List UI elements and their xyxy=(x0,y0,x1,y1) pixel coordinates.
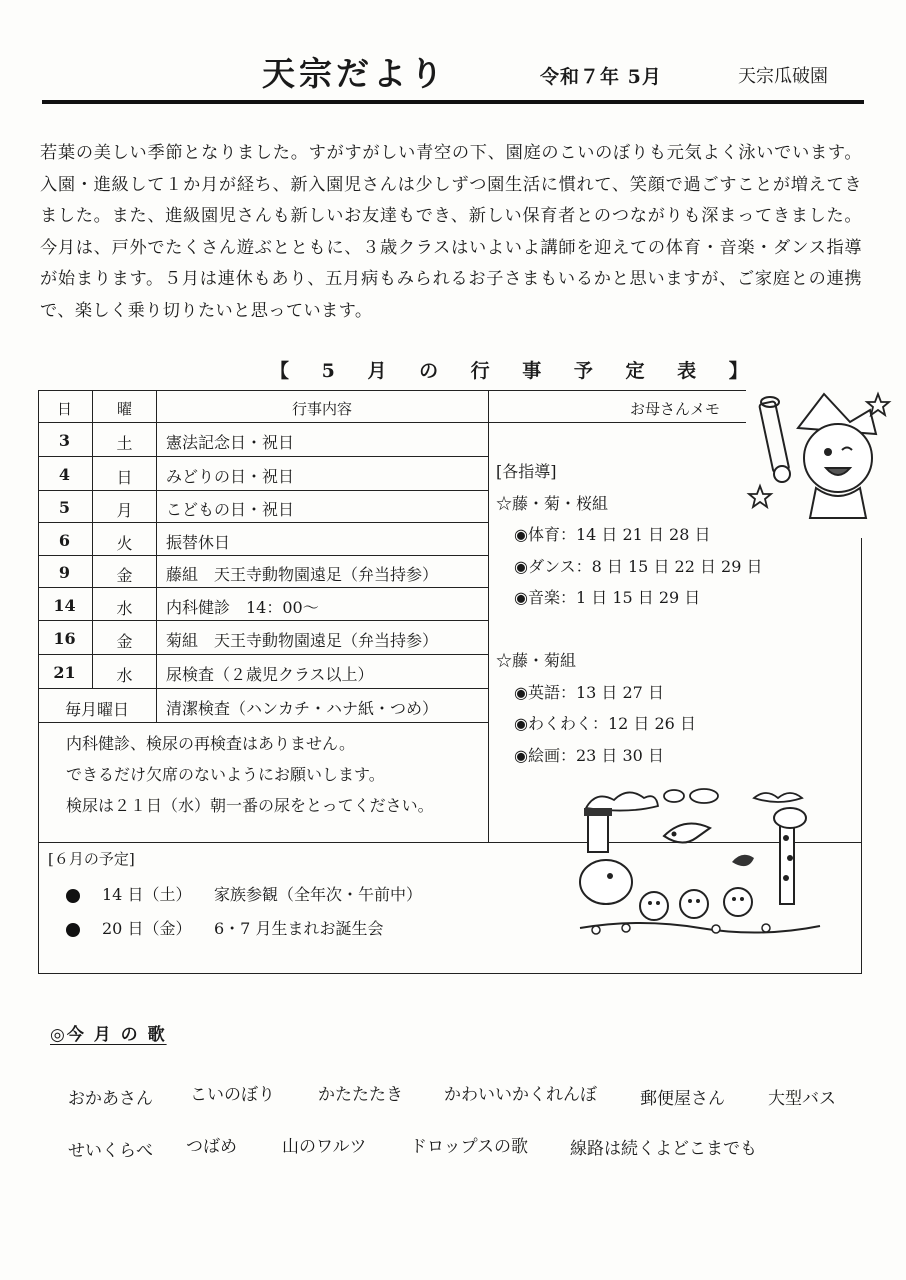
june-item xyxy=(66,882,422,905)
memo-item: ◉絵画：23 日 30 日 xyxy=(514,745,664,765)
intro-paragraph: 若葉の美しい季節となりました。すがすがしい青空の下、園庭のこいのぼりも元気よく泳いでいます。入園・進級して１か月が経ち、新入園児さんは少しずつ園生活に慣れて、笑顔で過ごすことが増えてきました。また、進級園児さんも新しいお友達もでき、新しい保育者とのつながりも深まってきました。今月は、戸外でたくさん遊ぶとともに、３歳クラスはいよいよ講師を迎えての体育・音楽・ダンス指導が始まります。５月は連休もあり、五月病もみられるお子さまもいるかと思いますが、ご家庭との連携で、楽しく乗り切りたいと思っています。 xyxy=(40,143,862,321)
song: ドロップスの歌 xyxy=(410,1137,528,1157)
row-event: こどもの日・祝日 xyxy=(166,500,295,519)
row-weekday: 日 xyxy=(116,468,133,487)
note-line: できるだけ欠席のないようにお願いします。 xyxy=(66,765,385,784)
row-day: 9 xyxy=(58,563,71,582)
june-item xyxy=(66,916,383,939)
row-event: 尿検査（２歳児クラス以上） xyxy=(166,665,374,684)
song: 線路は続くよどこまでも xyxy=(570,1139,757,1159)
row-day: 3 xyxy=(58,431,71,450)
issue-date: 令和７年 5月 xyxy=(540,66,662,88)
song: こいのぼり xyxy=(190,1085,275,1105)
row-day: 21 xyxy=(53,663,76,682)
row-day: 4 xyxy=(58,465,71,484)
row-line xyxy=(38,422,770,423)
school-name: 天宗瓜破園 xyxy=(738,66,828,87)
june-plans-title: [６月の予定] xyxy=(48,850,135,868)
row-day: 14 xyxy=(53,596,76,615)
row-event: みどりの日・祝日 xyxy=(166,467,295,486)
row-weekday: 月 xyxy=(116,501,133,520)
row-line xyxy=(38,688,488,689)
col-header-memo: お母さんメモ xyxy=(629,400,720,418)
bullet-icon xyxy=(66,889,80,903)
memo-column xyxy=(496,456,763,771)
row-line xyxy=(38,722,488,723)
row-line xyxy=(38,522,488,523)
row-event: 憲法記念日・祝日 xyxy=(166,433,295,452)
songs-title: ◎今 月 の 歌 xyxy=(50,1025,167,1045)
memo-item: ◉英語：13 日 27 日 xyxy=(514,682,664,702)
monthly-label: 毎月曜日 xyxy=(64,700,129,719)
monthly-event: 清潔検査（ハンカチ・ハナ紙・つめ） xyxy=(166,699,439,718)
song: 山のワルツ xyxy=(282,1137,367,1157)
col-header-weekday: 曜 xyxy=(116,400,132,418)
row-weekday: 水 xyxy=(116,599,133,618)
memo-heading: [各指導] xyxy=(496,462,557,481)
row-day: 5 xyxy=(58,498,71,517)
schedule-heading: 【 5 月 の 行 事 予 定 表 】 xyxy=(270,360,761,382)
boy-illustration xyxy=(746,388,896,538)
june-item-event: 家族参観（全年次・午前中） xyxy=(214,885,423,904)
row-weekday: 金 xyxy=(116,632,133,651)
row-weekday: 土 xyxy=(116,434,133,453)
song: おかあさん xyxy=(68,1089,153,1109)
col-header-day: 日 xyxy=(56,400,72,418)
row-line xyxy=(38,654,488,655)
row-event: 内科健診 14：00～ xyxy=(166,598,319,617)
animal-parade-illustration xyxy=(566,778,828,954)
row-event: 菊組 天王寺動物園遠足（弁当持参） xyxy=(166,631,439,650)
row-day: 6 xyxy=(58,531,71,550)
song: かたたたき xyxy=(318,1085,403,1105)
memo-group-2: ☆藤・菊組 xyxy=(496,650,577,670)
memo-item: ◉わくわく：12 日 26 日 xyxy=(514,714,696,734)
header-rule xyxy=(42,100,864,104)
row-line xyxy=(38,555,488,556)
col-header-event: 行事内容 xyxy=(291,400,352,418)
row-line xyxy=(38,587,488,588)
row-line xyxy=(38,456,488,457)
june-item-date: 14 日（土） xyxy=(102,885,192,904)
row-day: 16 xyxy=(53,629,76,648)
bullet-icon xyxy=(66,923,80,937)
june-item-date: 20 日（金） xyxy=(102,919,192,938)
row-weekday: 金 xyxy=(116,566,133,585)
song: つばめ xyxy=(186,1137,237,1157)
row-weekday: 水 xyxy=(116,666,133,685)
row-line xyxy=(38,620,488,621)
song: 郵便屋さん xyxy=(640,1089,725,1109)
schedule-notes xyxy=(66,728,434,821)
memo-item: ◉ダンス：8 日 15 日 22 日 29 日 xyxy=(514,556,763,576)
note-line: 内科健診、検尿の再検査はありません。 xyxy=(66,734,355,753)
note-line: 検尿は２１日（水）朝一番の尿をとってください。 xyxy=(66,796,434,815)
memo-group-1: ☆藤・菊・桜組 xyxy=(496,493,609,513)
row-event: 振替休日 xyxy=(166,533,231,552)
row-weekday: 火 xyxy=(116,534,133,553)
col-divider-memo xyxy=(488,390,489,842)
song: せいくらべ xyxy=(68,1141,153,1161)
row-line xyxy=(38,490,488,491)
memo-item: ◉体育：14 日 21 日 28 日 xyxy=(514,525,711,545)
song: かわいいかくれんぼ xyxy=(444,1085,597,1105)
newsletter-title: 天宗だより xyxy=(262,54,447,93)
june-item-event: 6・7 月生まれお誕生会 xyxy=(214,919,384,938)
row-event: 藤組 天王寺動物園遠足（弁当持参） xyxy=(166,565,439,584)
memo-item: ◉音楽：1 日 15 日 29 日 xyxy=(514,588,701,608)
song: 大型バス xyxy=(768,1089,836,1109)
